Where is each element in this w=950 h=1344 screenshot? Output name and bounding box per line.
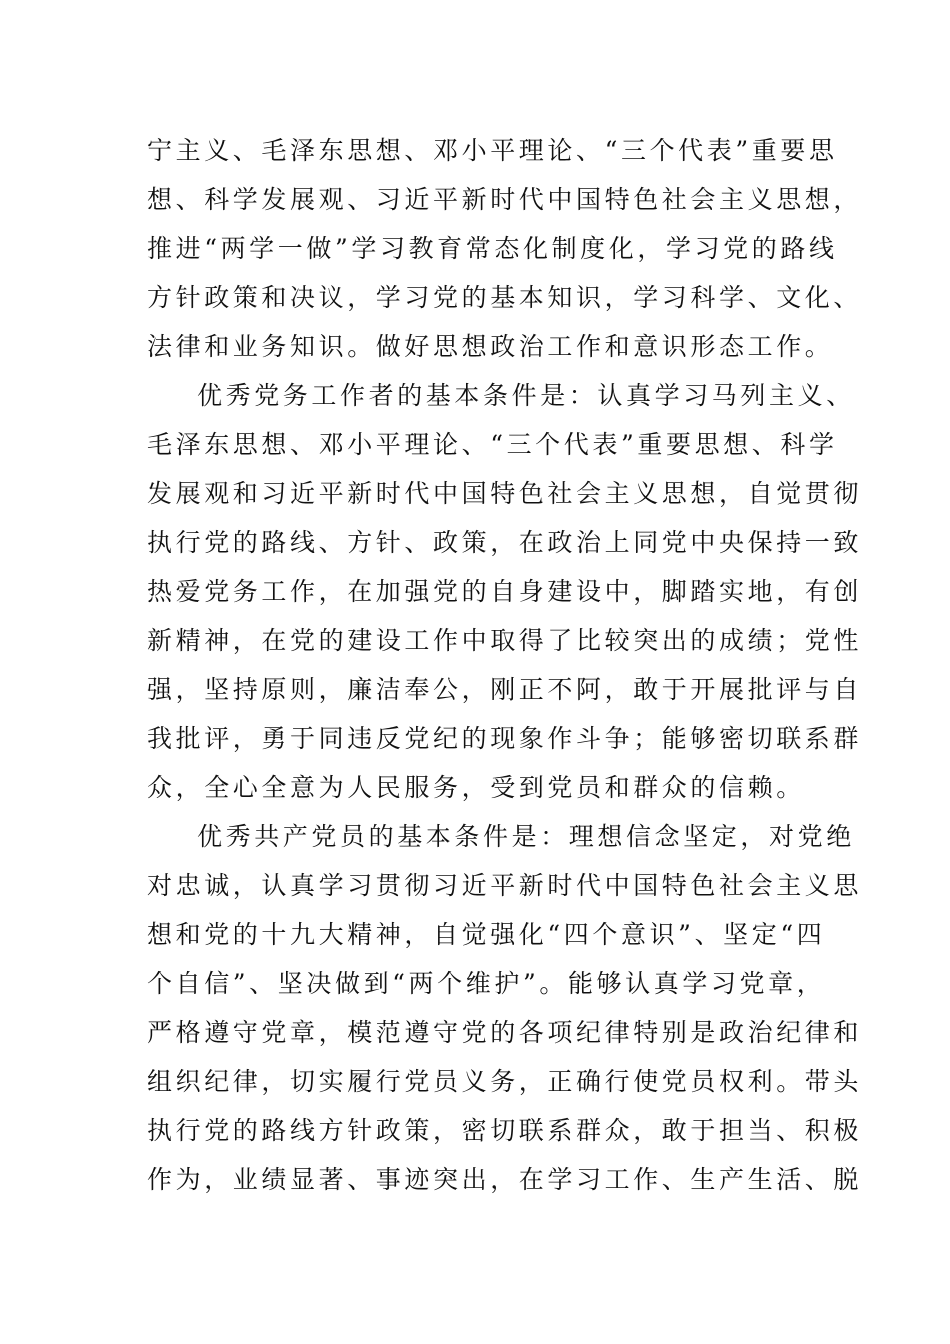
text-line: 想、科学发展观、习近平新时代中国特色社会主义思想，	[147, 185, 863, 214]
text-line: 法律和业务知识。做好思想政治工作和意识形态工作。	[147, 332, 834, 361]
text-line: 热爱党务工作，在加强党的自身建设中，脚踏实地，有创	[147, 577, 863, 606]
text-line: 对忠诚，认真学习贯彻习近平新时代中国特色社会主义思	[147, 871, 863, 900]
text-line: 强，坚持原则，廉洁奉公，刚正不阿，敢于开展批评与自	[147, 675, 863, 704]
text-line: 发展观和习近平新时代中国特色社会主义思想，自觉贯彻	[147, 479, 863, 508]
text-line: 执行党的路线方针政策，密切联系群众，敢于担当、积极	[147, 1116, 863, 1145]
paragraph-3	[147, 812, 863, 1204]
paragraph-2	[147, 371, 863, 812]
text-line: 想和党的十九大精神，自觉强化“四个意识”、坚定“四	[147, 920, 826, 949]
paragraph-1	[147, 126, 863, 371]
text-line: 个自信”、坚决做到“两个维护”。能够认真学习党章，	[147, 969, 826, 998]
text-line: 毛泽东思想、邓小平理论、“三个代表”重要思想、科学	[147, 430, 838, 459]
text-line: 新精神，在党的建设工作中取得了比较突出的成绩；党性	[147, 626, 863, 655]
text-line: 优秀共产党员的基本条件是：理想信念坚定，对党绝	[197, 822, 855, 851]
text-line: 我批评，勇于同违反党纪的现象作斗争；能够密切联系群	[147, 724, 863, 753]
text-line: 严格遵守党章，模范遵守党的各项纪律特别是政治纪律和	[147, 1018, 863, 1047]
text-line: 作为，业绩显著、事迹突出，在学习工作、生产生活、脱	[147, 1165, 863, 1194]
text-line: 组织纪律，切实履行党员义务，正确行使党员权利。带头	[147, 1067, 863, 1096]
text-line: 执行党的路线、方针、政策，在政治上同党中央保持一致	[147, 528, 863, 557]
text-line: 推进“两学一做”学习教育常态化制度化，学习党的路线	[147, 234, 838, 263]
text-line: 众，全心全意为人民服务，受到党员和群众的信赖。	[147, 773, 805, 802]
text-line: 宁主义、毛泽东思想、邓小平理论、“三个代表”重要思	[147, 136, 838, 165]
text-line: 优秀党务工作者的基本条件是：认真学习马列主义、	[197, 381, 855, 410]
text-line: 方针政策和决议，学习党的基本知识，学习科学、文化、	[147, 283, 863, 312]
document-body	[147, 126, 863, 1204]
